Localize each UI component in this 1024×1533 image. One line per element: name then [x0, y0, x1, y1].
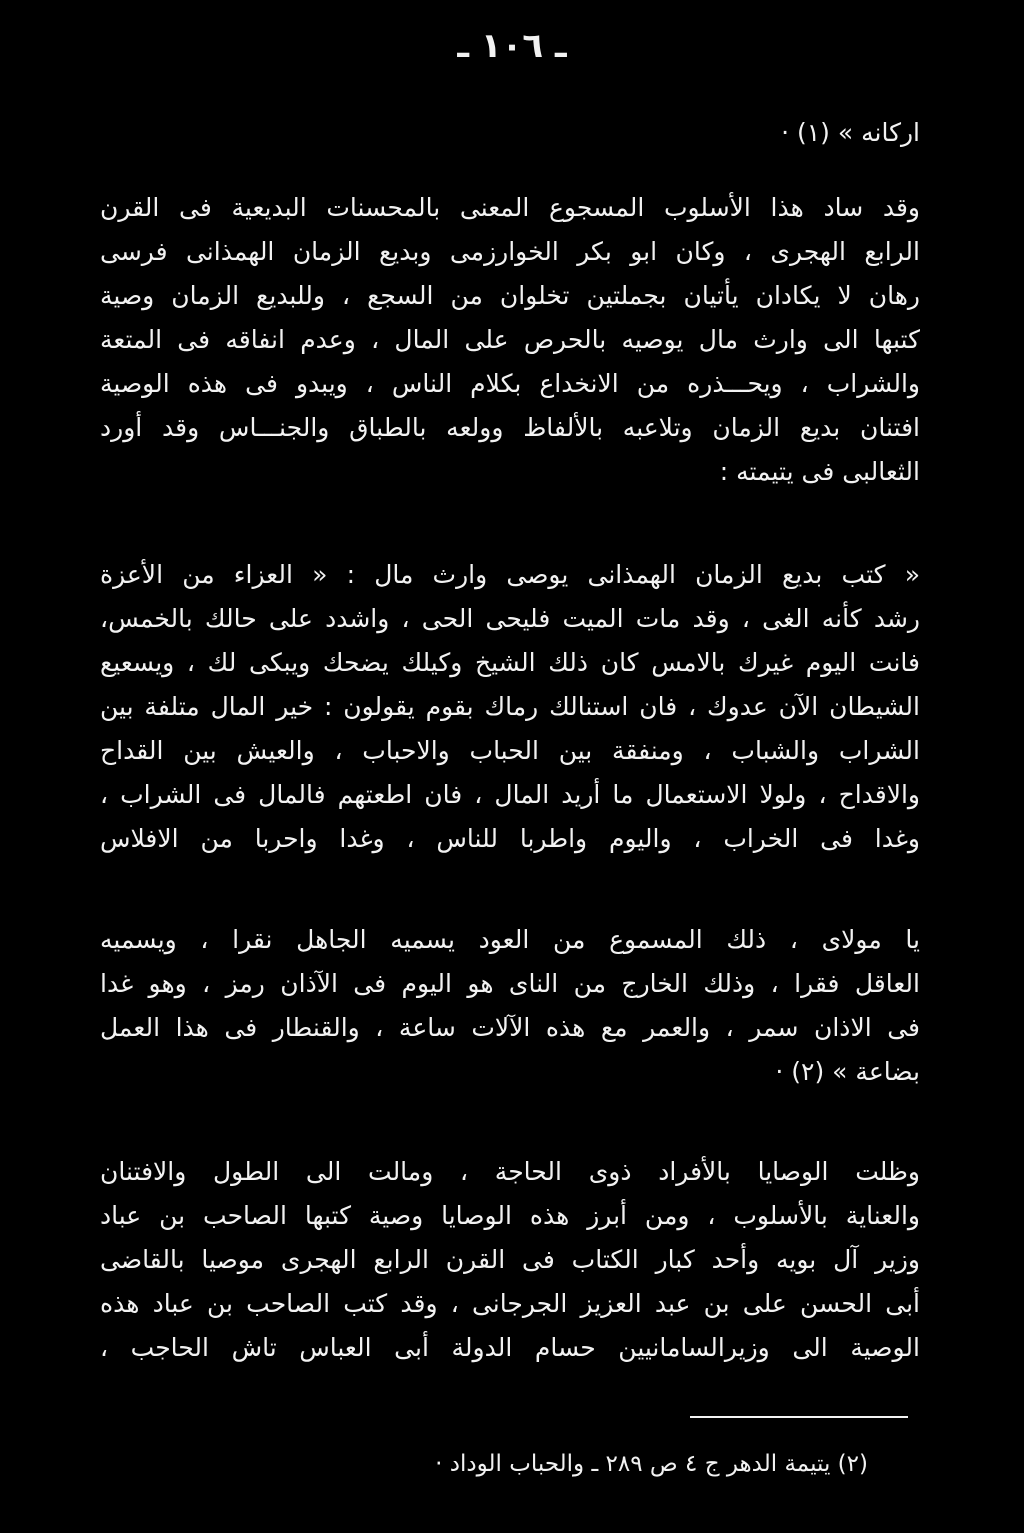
paragraph-line: الرابع الهجرى ، وكان ابو بكر الخوارزمى وبديع الزمان الهمذانى فرسى [100, 237, 920, 266]
paragraph-line: فى الاذان سمر ، والعمر مع هذه الآلات ساعة ، والقنطار فى هذا العمل [100, 1013, 920, 1042]
paragraph-line: رهان لا يكادان يأتيان بجملتين تخلوان من السجع ، وللبديع الزمان وصية [100, 281, 920, 310]
page-number: ـ ١٠٦ ـ [457, 26, 567, 66]
paragraph-line: العاقل فقرا ، وذلك الخارج من الناى هو اليوم فى الآذان رمز ، وهو غدا [100, 969, 920, 998]
paragraph-line: الشيطان الآن عدوك ، فان استنالك رماك بقوم يقولون : خير المال متلفة بين [100, 692, 920, 721]
paragraph-line: والعناية بالأسلوب ، ومن أبرز هذه الوصايا وصية كتبها الصاحب بن عباد [100, 1201, 920, 1230]
paragraph-line: والشراب ، ويحـــذره من الانخداع بكلام الناس ، ويبدو فى هذه الوصية [100, 369, 920, 398]
paragraph-line: أبى الحسن على بن عبد العزيز الجرجانى ، وقد كتب الصاحب بن عباد هذه [100, 1289, 920, 1318]
paragraph-line: يا مولاى ، ذلك المسموع من العود يسميه الجاهل نقرا ، ويسميه [100, 925, 920, 954]
paragraph-line: كتبها الى وارث مال يوصيه بالحرص على المال ، وعدم انفاقه فى المتعة [100, 325, 920, 354]
paragraph-line: افتنان بديع الزمان وتلاعبه بالألفاظ وولعه بالطباق والجنـــاس وقد أورد [100, 413, 920, 442]
paragraph-line: وغدا فى الخراب ، واليوم واطربا للناس ، وغدا واحربا من الافلاس [100, 824, 920, 853]
footnote: (٢) يتيمة الدهر ج ٤ ص ٢٨٩ ـ والحباب الوداد · [435, 1451, 868, 1477]
paragraph-line: الثعالبى فى يتيمته : [719, 457, 920, 486]
paragraph-line: والاقداح ، ولولا الاستعمال ما أريد المال ، فان اطعتهم فالمال فى الشراب ، [100, 780, 920, 809]
paragraph-line: فانت اليوم غيرك بالامس كان ذلك الشيخ وكيلك يضحك ويبكى لك ، ويسعيع [100, 648, 920, 677]
paragraph-line: رشد كأنه الغى ، وقد مات الميت فليحى الحى ، واشدد على حالك بالخمس، [100, 604, 920, 633]
paragraph-line: الشراب والشباب ، ومنفقة بين الحباب والاحباب ، والعيش بين القداح [100, 736, 920, 765]
paragraph-line: وقد ساد هذا الأسلوب المسجوع المعنى بالمحسنات البديعية فى القرن [100, 193, 920, 222]
paragraph-line: وظلت الوصايا بالأفراد ذوى الحاجة ، ومالت الى الطول والافتنان [100, 1157, 920, 1186]
paragraph-line: « كتب بديع الزمان الهمذانى يوصى وارث مال : « العزاء من الأعزة [100, 560, 920, 589]
paragraph-line: الوصية الى وزيرالسامانيين حسام الدولة أبى العباس تاش الحاجب ، [100, 1333, 920, 1362]
paragraph-line: وزير آل بويه وأحد كبار الكتاب فى القرن الرابع الهجرى موصيا بالقاضى [100, 1245, 920, 1274]
paragraph-line: بضاعة » (٢) · [775, 1057, 920, 1086]
section-heading: اركانه » (١) · [781, 118, 920, 147]
footnote-rule [690, 1416, 908, 1418]
